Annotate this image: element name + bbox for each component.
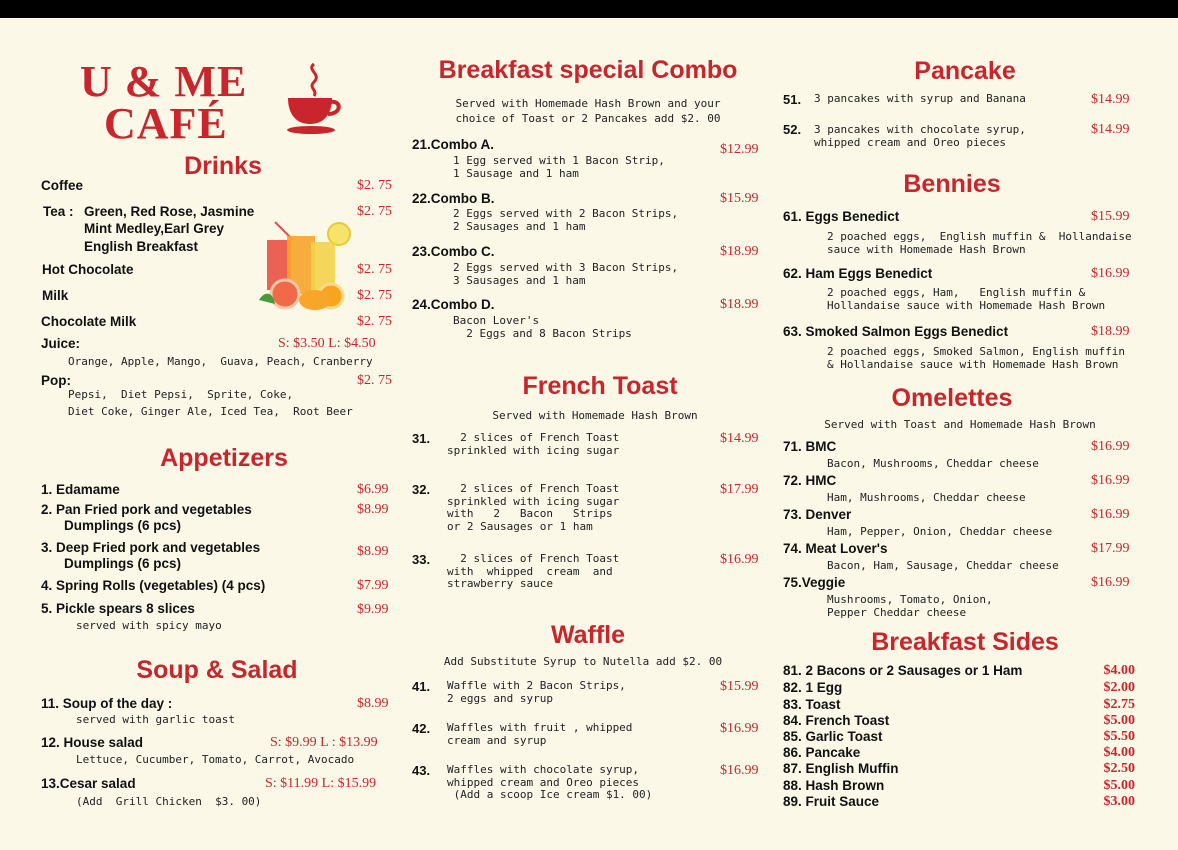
- drinks-heading: Drinks: [184, 152, 262, 180]
- appetizer-2-name: 2. Pan Fried pork and vegetables: [41, 502, 252, 517]
- side-87-price: $2.50: [1103, 761, 1135, 776]
- tea-line-2: Mint Medley,Earl Grey: [84, 221, 225, 236]
- omelette-74-price: $17.99: [1091, 541, 1130, 556]
- omelettes-heading: Omelettes: [891, 384, 1013, 412]
- pop-desc-1: Pepsi, Diet Pepsi, Sprite, Coke,: [68, 388, 294, 401]
- sides-heading: Breakfast Sides: [871, 628, 1059, 656]
- ft-31-desc: 2 slices of French Toast sprinkled with icing sugar: [447, 431, 620, 457]
- side-89-price: $3.00: [1103, 794, 1135, 809]
- bennies-61-name: 61. Eggs Benedict: [783, 209, 900, 224]
- bennies-heading: Bennies: [903, 170, 1001, 198]
- pancake-52-num: 52.: [783, 122, 802, 137]
- side-83-name: 83. Toast: [783, 697, 841, 712]
- appetizer-5-desc: served with spicy mayo: [76, 619, 222, 632]
- omelette-75-price: $16.99: [1091, 575, 1130, 590]
- tea-line-3: English Breakfast: [84, 239, 199, 254]
- chocolate-milk-price: $2. 75: [357, 314, 392, 329]
- cesar-salad-price: S: $11.99 L: $15.99: [265, 776, 377, 791]
- pancake-heading: Pancake: [914, 57, 1016, 85]
- pop-price: $2. 75: [357, 373, 392, 388]
- coffee-price: $2. 75: [357, 178, 392, 193]
- tea-price: $2. 75: [357, 204, 392, 219]
- pancake-51-num: 51.: [783, 92, 802, 107]
- combo-a-price: $12.99: [720, 142, 759, 157]
- omelettes-sub: Served with Toast and Homemade Hash Brown: [824, 418, 1096, 431]
- combo-d-desc: Bacon Lover's 2 Eggs and 8 Bacon Strips: [453, 314, 632, 340]
- chocolate-milk-name: Chocolate Milk: [41, 314, 137, 329]
- side-83-price: $2.75: [1103, 697, 1135, 712]
- appetizers-heading: Appetizers: [160, 444, 288, 472]
- top-black-bar: [0, 0, 1178, 18]
- soup-name: 11. Soup of the day :: [41, 696, 173, 711]
- soup-salad-heading: Soup & Salad: [136, 656, 298, 684]
- combo-heading: Breakfast special Combo: [438, 56, 738, 84]
- combo-a-desc: 1 Egg served with 1 Bacon Strip, 1 Sausage and 1 ham: [453, 154, 665, 180]
- hot-chocolate-name: Hot Chocolate: [42, 262, 134, 277]
- ft-32-num: 32.: [412, 482, 431, 497]
- soup-price: $8.99: [357, 696, 389, 711]
- combo-b-desc: 2 Eggs served with 2 Bacon Strips, 2 Sausages and 1 ham: [453, 207, 679, 233]
- side-84-name: 84. French Toast: [783, 713, 890, 728]
- appetizer-1-name: 1. Edamame: [41, 482, 120, 497]
- soup-desc: served with garlic toast: [76, 713, 235, 726]
- combo-b-price: $15.99: [720, 191, 759, 206]
- omelette-72-desc: Ham, Mushrooms, Cheddar cheese: [827, 491, 1026, 504]
- omelette-73-price: $16.99: [1091, 507, 1130, 522]
- combo-a-name: 21.Combo A.: [412, 137, 495, 152]
- bennies-63-name: 63. Smoked Salmon Eggs Benedict: [783, 324, 1009, 339]
- appetizer-3-name-2: Dumplings (6 pcs): [64, 556, 182, 571]
- bennies-63-desc: 2 poached eggs, Smoked Salmon, English muffin & Hollandaise sauce with Homemade Hash Brown: [827, 345, 1126, 371]
- juice-glasses-image: [255, 220, 355, 312]
- pancake-51-desc: 3 pancakes with syrup and Banana: [814, 92, 1026, 105]
- waffle-43-num: 43.: [412, 763, 431, 778]
- logo-line-2: CAFÉ: [104, 99, 228, 148]
- omelette-75-desc: Mushrooms, Tomato, Onion, Pepper Cheddar cheese: [827, 593, 993, 619]
- waffle-sub: Add Substitute Syrup to Nutella add $2. 00: [443, 655, 723, 668]
- waffle-41-desc: Waffle with 2 Bacon Strips, 2 eggs and syrup: [447, 679, 626, 705]
- appetizer-5-price: $9.99: [357, 602, 389, 617]
- house-salad-price: S: $9.99 L : $13.99: [270, 735, 378, 750]
- side-82-price: $2.00: [1103, 680, 1135, 695]
- omelette-71-name: 71. BMC: [783, 439, 837, 454]
- house-salad-desc: Lettuce, Cucumber, Tomato, Carrot, Avocado: [76, 753, 355, 766]
- cesar-salad-desc: (Add Grill Chicken $3. 00): [76, 795, 262, 808]
- side-81-price: $4.00: [1103, 663, 1135, 678]
- omelette-74-desc: Bacon, Ham, Sausage, Cheddar cheese: [827, 559, 1059, 572]
- waffle-42-desc: Waffles with fruit , whipped cream and syrup: [447, 721, 633, 747]
- omelette-75-name: 75.Veggie: [783, 575, 846, 590]
- ft-33-price: $16.99: [720, 552, 759, 567]
- bennies-62-price: $16.99: [1091, 266, 1130, 281]
- ft-31-price: $14.99: [720, 431, 759, 446]
- house-salad-name: 12. House salad: [41, 735, 144, 750]
- tea-label: Tea :: [43, 204, 74, 219]
- ft-33-num: 33.: [412, 552, 431, 567]
- side-82-name: 82. 1 Egg: [783, 680, 843, 695]
- side-86-price: $4.00: [1103, 745, 1135, 760]
- waffle-43-price: $16.99: [720, 763, 759, 778]
- pop-name: Pop:: [41, 373, 71, 388]
- ft-32-desc: 2 slices of French Toast sprinkled with icing sugar with 2 Bacon Strips or 2 Sausages or 1 ham: [447, 482, 620, 533]
- french-toast-heading: French Toast: [522, 372, 678, 400]
- omelette-73-desc: Ham, Pepper, Onion, Cheddar cheese: [827, 525, 1053, 538]
- side-88-price: $5.00: [1103, 778, 1135, 793]
- ft-32-price: $17.99: [720, 482, 759, 497]
- omelette-74-name: 74. Meat Lover's: [783, 541, 888, 556]
- juice-name: Juice:: [41, 336, 81, 351]
- combo-c-desc: 2 Eggs served with 3 Bacon Strips, 3 Sausages and 1 ham: [453, 261, 679, 287]
- juice-price: S: $3.50 L: $4.50: [278, 336, 376, 351]
- combo-b-name: 22.Combo B.: [412, 191, 495, 206]
- appetizer-2-price: $8.99: [357, 502, 389, 517]
- ft-31-num: 31.: [412, 431, 431, 446]
- hot-chocolate-price: $2. 75: [357, 262, 392, 277]
- side-88-name: 88. Hash Brown: [783, 778, 885, 793]
- omelette-71-desc: Bacon, Mushrooms, Cheddar cheese: [827, 457, 1039, 470]
- side-86-name: 86. Pancake: [783, 745, 861, 760]
- pancake-51-price: $14.99: [1091, 92, 1130, 107]
- appetizer-5-name: 5. Pickle spears 8 slices: [41, 601, 195, 616]
- pancake-52-desc: 3 pancakes with chocolate syrup, whipped cream and Oreo pieces: [814, 123, 1026, 149]
- appetizer-4-price: $7.99: [357, 578, 389, 593]
- side-81-name: 81. 2 Bacons or 2 Sausages or 1 Ham: [783, 663, 1023, 678]
- bennies-62-desc: 2 poached eggs, Ham, English muffin & Hollandaise sauce with Homemade Hash Brown: [827, 286, 1106, 312]
- tea-line-1: Green, Red Rose, Jasmine: [84, 204, 255, 219]
- combo-sub-1: Served with Homemade Hash Brown and your: [455, 97, 721, 110]
- bennies-61-price: $15.99: [1091, 209, 1130, 224]
- appetizer-3-price: $8.99: [357, 544, 389, 559]
- waffle-42-num: 42.: [412, 721, 431, 736]
- combo-sub-2: choice of Toast or 2 Pancakes add $2. 00: [455, 112, 721, 125]
- combo-c-name: 23.Combo C.: [412, 244, 495, 259]
- coffee-name: Coffee: [41, 178, 84, 193]
- omelette-73-name: 73. Denver: [783, 507, 852, 522]
- side-85-price: $5.50: [1103, 729, 1135, 744]
- side-84-price: $5.00: [1103, 713, 1135, 728]
- cesar-salad-name: 13.Cesar salad: [41, 776, 136, 791]
- bennies-61-desc: 2 poached eggs, English muffin & Hollandaise sauce with Homemade Hash Brown: [827, 230, 1132, 256]
- waffle-42-price: $16.99: [720, 721, 759, 736]
- appetizer-1-price: $6.99: [357, 482, 389, 497]
- combo-d-name: 24.Combo D.: [412, 297, 495, 312]
- omelette-72-price: $16.99: [1091, 473, 1130, 488]
- coffee-cup-icon: [284, 60, 344, 136]
- side-89-name: 89. Fruit Sauce: [783, 794, 880, 809]
- appetizer-4-name: 4. Spring Rolls (vegetables) (4 pcs): [41, 578, 266, 593]
- combo-d-price: $18.99: [720, 297, 759, 312]
- pop-desc-2: Diet Coke, Ginger Ale, Iced Tea, Root Beer: [68, 405, 353, 418]
- omelette-71-price: $16.99: [1091, 439, 1130, 454]
- milk-price: $2. 75: [357, 288, 392, 303]
- appetizer-3-name: 3. Deep Fried pork and vegetables: [41, 540, 261, 555]
- waffle-43-desc: Waffles with chocolate syrup, whipped cream and Oreo pieces (Add a scoop Ice cream $1. 00): [447, 763, 653, 801]
- waffle-41-num: 41.: [412, 679, 431, 694]
- waffle-41-price: $15.99: [720, 679, 759, 694]
- side-87-name: 87. English Muffin: [783, 761, 899, 776]
- bennies-62-name: 62. Ham Eggs Benedict: [783, 266, 933, 281]
- waffle-heading: Waffle: [550, 621, 626, 649]
- bennies-63-price: $18.99: [1091, 324, 1130, 339]
- omelette-72-name: 72. HMC: [783, 473, 837, 488]
- appetizer-2-name-2: Dumplings (6 pcs): [64, 518, 182, 533]
- juice-desc: Orange, Apple, Mango, Guava, Peach, Cranberry: [68, 355, 373, 368]
- ft-33-desc: 2 slices of French Toast with whipped cream and strawberry sauce: [447, 552, 620, 590]
- french-toast-sub: Served with Homemade Hash Brown: [492, 409, 698, 422]
- pancake-52-price: $14.99: [1091, 122, 1130, 137]
- logo-line-1: U & ME: [80, 57, 248, 106]
- side-85-name: 85. Garlic Toast: [783, 729, 883, 744]
- combo-c-price: $18.99: [720, 244, 759, 259]
- milk-name: Milk: [42, 288, 69, 303]
